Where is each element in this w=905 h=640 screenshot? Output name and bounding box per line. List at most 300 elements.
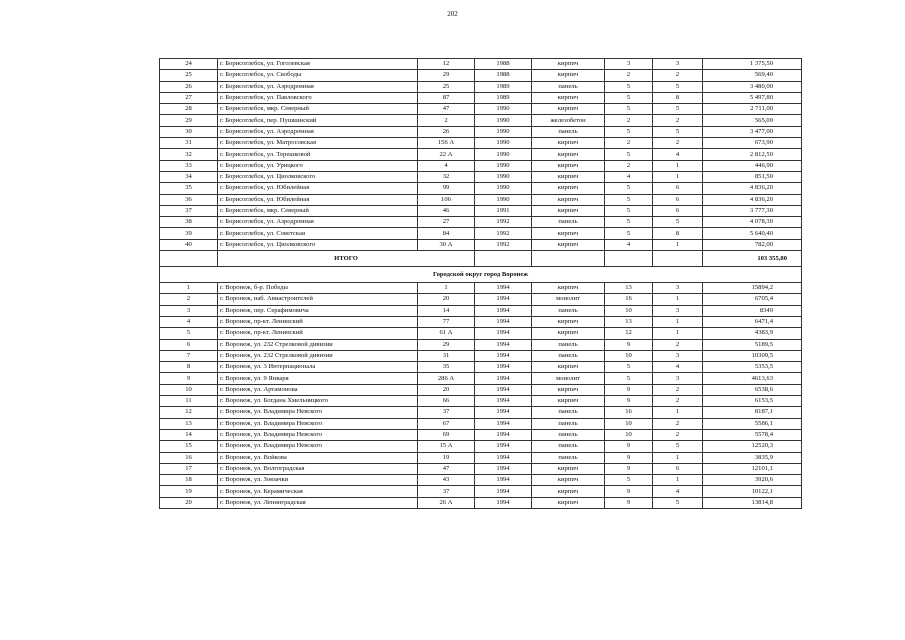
address-cell: г. Борисоглебск, ул. Аэродромная xyxy=(218,217,418,228)
table-row xyxy=(160,59,802,70)
year-built-cell: 1990 xyxy=(475,126,532,137)
area-cell: 782,00 xyxy=(703,239,802,250)
total-blank-cell xyxy=(160,251,218,267)
floors-cell: 5 xyxy=(605,475,653,486)
table-row xyxy=(160,239,802,250)
year-built-cell: 1990 xyxy=(475,183,532,194)
house-number-cell: 26 А xyxy=(418,497,475,508)
table-row xyxy=(160,463,802,474)
area-cell: 3 477,00 xyxy=(703,126,802,137)
section-header-row xyxy=(160,267,802,283)
entrances-cell: 2 xyxy=(653,115,703,126)
wall-material-cell: панель xyxy=(532,441,605,452)
table-row xyxy=(160,149,802,160)
area-cell: 3 777,30 xyxy=(703,205,802,216)
house-number-cell: 29 xyxy=(418,339,475,350)
floors-cell: 9 xyxy=(605,441,653,452)
house-number-cell: 37 xyxy=(418,407,475,418)
floors-cell: 9 xyxy=(605,396,653,407)
wall-material-cell: панель xyxy=(532,217,605,228)
entrances-cell: 4 xyxy=(653,362,703,373)
area-cell: 10309,5 xyxy=(703,350,802,361)
wall-material-cell: кирпич xyxy=(532,228,605,239)
row-number-cell: 30 xyxy=(160,126,218,137)
entrances-cell: 1 xyxy=(653,407,703,418)
house-number-cell: 1 xyxy=(418,283,475,294)
floors-cell: 5 xyxy=(605,92,653,103)
address-cell: г. Борисоглебск, ул. Циолковского xyxy=(218,171,418,182)
wall-material-cell: кирпич xyxy=(532,328,605,339)
floors-cell: 5 xyxy=(605,149,653,160)
floors-cell: 9 xyxy=(605,339,653,350)
year-built-cell: 1994 xyxy=(475,373,532,384)
year-built-cell: 1994 xyxy=(475,339,532,350)
table-row xyxy=(160,70,802,81)
total-empty-cell xyxy=(605,251,653,267)
address-cell: г. Борисоглебск, ул. Свободы xyxy=(218,70,418,81)
year-built-cell: 1990 xyxy=(475,115,532,126)
entrances-cell: 6 xyxy=(653,183,703,194)
entrances-cell: 1 xyxy=(653,239,703,250)
year-built-cell: 1994 xyxy=(475,418,532,429)
wall-material-cell: кирпич xyxy=(532,149,605,160)
table-row xyxy=(160,373,802,384)
table-row xyxy=(160,452,802,463)
wall-material-cell: кирпич xyxy=(532,194,605,205)
row-number-cell: 13 xyxy=(160,418,218,429)
floors-cell: 16 xyxy=(605,407,653,418)
entrances-cell: 3 xyxy=(653,283,703,294)
entrances-cell: 1 xyxy=(653,160,703,171)
entrances-cell: 8 xyxy=(653,228,703,239)
floors-cell: 12 xyxy=(605,328,653,339)
wall-material-cell: панель xyxy=(532,418,605,429)
area-cell: 5189,5 xyxy=(703,339,802,350)
area-cell: 851,50 xyxy=(703,171,802,182)
total-label: ИТОГО xyxy=(218,251,475,267)
area-cell: 4 078,30 xyxy=(703,217,802,228)
year-built-cell: 1994 xyxy=(475,283,532,294)
row-number-cell: 1 xyxy=(160,283,218,294)
row-number-cell: 20 xyxy=(160,497,218,508)
section-title: Городской округ город Воронеж xyxy=(160,267,802,283)
house-number-cell: 27 xyxy=(418,217,475,228)
address-cell: г. Борисоглебск, мкр. Северный xyxy=(218,205,418,216)
year-built-cell: 1994 xyxy=(475,305,532,316)
floors-cell: 5 xyxy=(605,373,653,384)
floors-cell: 5 xyxy=(605,217,653,228)
row-number-cell: 32 xyxy=(160,149,218,160)
floors-cell: 9 xyxy=(605,463,653,474)
table-row xyxy=(160,429,802,440)
entrances-cell: 6 xyxy=(653,194,703,205)
wall-material-cell: железобетон xyxy=(532,115,605,126)
row-number-cell: 12 xyxy=(160,407,218,418)
floors-cell: 5 xyxy=(605,228,653,239)
year-built-cell: 1994 xyxy=(475,294,532,305)
house-number-cell: 66 xyxy=(418,396,475,407)
year-built-cell: 1989 xyxy=(475,81,532,92)
year-built-cell: 1990 xyxy=(475,104,532,115)
entrances-cell: 5 xyxy=(653,217,703,228)
table-row xyxy=(160,294,802,305)
address-cell: г. Воронеж, пер. Серафимовича xyxy=(218,305,418,316)
floors-cell: 5 xyxy=(605,362,653,373)
table-row xyxy=(160,441,802,452)
house-number-cell: 12 xyxy=(418,59,475,70)
entrances-cell: 3 xyxy=(653,350,703,361)
row-number-cell: 5 xyxy=(160,328,218,339)
table-row xyxy=(160,362,802,373)
row-number-cell: 19 xyxy=(160,486,218,497)
year-built-cell: 1988 xyxy=(475,59,532,70)
area-cell: 6705,4 xyxy=(703,294,802,305)
row-number-cell: 14 xyxy=(160,429,218,440)
entrances-cell: 8 xyxy=(653,92,703,103)
row-number-cell: 37 xyxy=(160,205,218,216)
house-number-cell: 32 xyxy=(418,171,475,182)
wall-material-cell: кирпич xyxy=(532,70,605,81)
table-row xyxy=(160,497,802,508)
house-number-cell: 15 А xyxy=(418,441,475,452)
house-number-cell: 4 xyxy=(418,160,475,171)
wall-material-cell: кирпич xyxy=(532,171,605,182)
address-cell: г. Борисоглебск, ул. Урицкого xyxy=(218,160,418,171)
house-number-cell: 46 xyxy=(418,205,475,216)
house-number-cell: 35 xyxy=(418,362,475,373)
table-row xyxy=(160,407,802,418)
row-number-cell: 4 xyxy=(160,316,218,327)
address-cell: г. Борисоглебск, ул. Циолковского xyxy=(218,239,418,250)
wall-material-cell: кирпич xyxy=(532,205,605,216)
table-row xyxy=(160,81,802,92)
area-cell: 5353,5 xyxy=(703,362,802,373)
entrances-cell: 5 xyxy=(653,104,703,115)
entrances-cell: 3 xyxy=(653,373,703,384)
year-built-cell: 1994 xyxy=(475,362,532,373)
total-section xyxy=(160,251,802,283)
floors-cell: 5 xyxy=(605,183,653,194)
wall-material-cell: кирпич xyxy=(532,396,605,407)
address-cell: г. Воронеж, ул. 9 Января xyxy=(218,373,418,384)
year-built-cell: 1990 xyxy=(475,171,532,182)
area-cell: 5 497,80 xyxy=(703,92,802,103)
housing-register-table xyxy=(159,58,802,509)
floors-cell: 3 xyxy=(605,59,653,70)
area-cell: 2 812,50 xyxy=(703,149,802,160)
floors-cell: 9 xyxy=(605,452,653,463)
area-cell: 4 836,20 xyxy=(703,183,802,194)
wall-material-cell: панель xyxy=(532,305,605,316)
house-number-cell: 20 xyxy=(418,294,475,305)
entrances-cell: 4 xyxy=(653,149,703,160)
area-cell: 15894,2 xyxy=(703,283,802,294)
address-cell: г. Воронеж, ул. Керамическая xyxy=(218,486,418,497)
row-number-cell: 16 xyxy=(160,452,218,463)
address-cell: г. Воронеж, ул. Волгоградская xyxy=(218,463,418,474)
house-number-cell: 29 xyxy=(418,70,475,81)
floors-cell: 2 xyxy=(605,160,653,171)
house-number-cell: 87 xyxy=(418,92,475,103)
floors-cell: 5 xyxy=(605,194,653,205)
house-number-cell: 77 xyxy=(418,316,475,327)
entrances-cell: 2 xyxy=(653,70,703,81)
row-number-cell: 40 xyxy=(160,239,218,250)
house-number-cell: 69 xyxy=(418,429,475,440)
wall-material-cell: монолит xyxy=(532,294,605,305)
entrances-cell: 2 xyxy=(653,429,703,440)
row-number-cell: 11 xyxy=(160,396,218,407)
address-cell: г. Воронеж, ул. Зоязачки xyxy=(218,475,418,486)
row-number-cell: 15 xyxy=(160,441,218,452)
house-number-cell: 26 xyxy=(418,126,475,137)
area-cell: 4613,63 xyxy=(703,373,802,384)
total-empty-cell xyxy=(532,251,605,267)
table-row xyxy=(160,316,802,327)
entrances-cell: 2 xyxy=(653,339,703,350)
row-number-cell: 29 xyxy=(160,115,218,126)
area-cell: 2 711,00 xyxy=(703,104,802,115)
year-built-cell: 1994 xyxy=(475,463,532,474)
entrances-cell: 3 xyxy=(653,305,703,316)
wall-material-cell: монолит xyxy=(532,373,605,384)
address-cell: г. Воронеж, ул. Владимира Невского xyxy=(218,429,418,440)
floors-cell: 2 xyxy=(605,138,653,149)
year-built-cell: 1994 xyxy=(475,350,532,361)
house-number-cell: 31 xyxy=(418,350,475,361)
house-number-cell: 156 А xyxy=(418,138,475,149)
wall-material-cell: кирпич xyxy=(532,160,605,171)
floors-cell: 13 xyxy=(605,316,653,327)
entrances-cell: 1 xyxy=(653,171,703,182)
year-built-cell: 1992 xyxy=(475,228,532,239)
table-row xyxy=(160,217,802,228)
entrances-cell: 4 xyxy=(653,486,703,497)
area-cell: 569,40 xyxy=(703,70,802,81)
wall-material-cell: панель xyxy=(532,452,605,463)
year-built-cell: 1994 xyxy=(475,384,532,395)
row-number-cell: 24 xyxy=(160,59,218,70)
area-cell: 4 836,20 xyxy=(703,194,802,205)
entrances-cell: 1 xyxy=(653,328,703,339)
row-number-cell: 36 xyxy=(160,194,218,205)
year-built-cell: 1990 xyxy=(475,194,532,205)
floors-cell: 9 xyxy=(605,497,653,508)
total-row xyxy=(160,251,802,267)
year-built-cell: 1990 xyxy=(475,160,532,171)
wall-material-cell: кирпич xyxy=(532,183,605,194)
address-cell: г. Воронеж, ул. Артамонова xyxy=(218,384,418,395)
entrances-cell: 6 xyxy=(653,205,703,216)
address-cell: г. Воронеж, ул. 3 Интернационала xyxy=(218,362,418,373)
house-number-cell: 47 xyxy=(418,104,475,115)
floors-cell: 9 xyxy=(605,384,653,395)
voronezh-rows xyxy=(160,283,802,509)
area-cell: 6153,5 xyxy=(703,396,802,407)
table-row xyxy=(160,475,802,486)
entrances-cell: 2 xyxy=(653,396,703,407)
row-number-cell: 9 xyxy=(160,373,218,384)
entrances-cell: 5 xyxy=(653,126,703,137)
year-built-cell: 1994 xyxy=(475,396,532,407)
total-empty-cell xyxy=(475,251,532,267)
house-number-cell: 30 А xyxy=(418,239,475,250)
floors-cell: 5 xyxy=(605,81,653,92)
wall-material-cell: кирпич xyxy=(532,362,605,373)
year-built-cell: 1994 xyxy=(475,486,532,497)
area-cell: 673,90 xyxy=(703,138,802,149)
table-row xyxy=(160,138,802,149)
floors-cell: 2 xyxy=(605,70,653,81)
table-row xyxy=(160,418,802,429)
year-built-cell: 1994 xyxy=(475,441,532,452)
area-cell: 8187,1 xyxy=(703,407,802,418)
address-cell: г. Воронеж, ул. Владимира Невского xyxy=(218,418,418,429)
page-number: 202 xyxy=(447,10,458,18)
row-number-cell: 10 xyxy=(160,384,218,395)
address-cell: г. Воронеж, ул. Войкова xyxy=(218,452,418,463)
house-number-cell: 106 xyxy=(418,194,475,205)
house-number-cell: 84 xyxy=(418,228,475,239)
table-row xyxy=(160,396,802,407)
table-row xyxy=(160,350,802,361)
table-row xyxy=(160,160,802,171)
entrances-cell: 2 xyxy=(653,418,703,429)
area-cell: 10122,1 xyxy=(703,486,802,497)
year-built-cell: 1994 xyxy=(475,328,532,339)
wall-material-cell: кирпич xyxy=(532,384,605,395)
entrances-cell: 5 xyxy=(653,497,703,508)
entrances-cell: 1 xyxy=(653,475,703,486)
table-row xyxy=(160,228,802,239)
row-number-cell: 3 xyxy=(160,305,218,316)
area-cell: 12520,3 xyxy=(703,441,802,452)
table-row xyxy=(160,384,802,395)
year-built-cell: 1994 xyxy=(475,497,532,508)
floors-cell: 9 xyxy=(605,486,653,497)
table-row xyxy=(160,171,802,182)
address-cell: г. Воронеж, наб. Авиастроителей xyxy=(218,294,418,305)
table-row xyxy=(160,205,802,216)
house-number-cell: 20 xyxy=(418,384,475,395)
address-cell: г. Воронеж, ул. Владимира Невского xyxy=(218,407,418,418)
borisoglebsk-rows xyxy=(160,59,802,251)
year-built-cell: 1994 xyxy=(475,475,532,486)
house-number-cell: 61 А xyxy=(418,328,475,339)
floors-cell: 16 xyxy=(605,294,653,305)
area-cell: 5 640,40 xyxy=(703,228,802,239)
wall-material-cell: кирпич xyxy=(532,138,605,149)
year-built-cell: 1994 xyxy=(475,452,532,463)
year-built-cell: 1988 xyxy=(475,70,532,81)
entrances-cell: 6 xyxy=(653,463,703,474)
address-cell: г. Воронеж, ул. Ленинградская xyxy=(218,497,418,508)
floors-cell: 13 xyxy=(605,283,653,294)
table-row xyxy=(160,328,802,339)
area-cell: 1 375,50 xyxy=(703,59,802,70)
row-number-cell: 2 xyxy=(160,294,218,305)
year-built-cell: 1992 xyxy=(475,217,532,228)
wall-material-cell: панель xyxy=(532,339,605,350)
house-number-cell: 99 xyxy=(418,183,475,194)
area-cell: 6471,4 xyxy=(703,316,802,327)
address-cell: г. Воронеж, ул. Богдана Хмельницкого xyxy=(218,396,418,407)
row-number-cell: 26 xyxy=(160,81,218,92)
year-built-cell: 1991 xyxy=(475,205,532,216)
floors-cell: 4 xyxy=(605,171,653,182)
wall-material-cell: панель xyxy=(532,126,605,137)
entrances-cell: 2 xyxy=(653,138,703,149)
wall-material-cell: кирпич xyxy=(532,475,605,486)
wall-material-cell: кирпич xyxy=(532,104,605,115)
wall-material-cell: кирпич xyxy=(532,92,605,103)
floors-cell: 2 xyxy=(605,115,653,126)
table-row xyxy=(160,104,802,115)
year-built-cell: 1990 xyxy=(475,138,532,149)
address-cell: г. Воронеж, пр-кт. Ленинский xyxy=(218,316,418,327)
row-number-cell: 6 xyxy=(160,339,218,350)
table-row xyxy=(160,486,802,497)
year-built-cell: 1994 xyxy=(475,316,532,327)
entrances-cell: 1 xyxy=(653,316,703,327)
wall-material-cell: кирпич xyxy=(532,497,605,508)
row-number-cell: 27 xyxy=(160,92,218,103)
house-number-cell: 14 xyxy=(418,305,475,316)
row-number-cell: 28 xyxy=(160,104,218,115)
area-cell: 446,90 xyxy=(703,160,802,171)
total-empty-cell xyxy=(653,251,703,267)
entrances-cell: 2 xyxy=(653,384,703,395)
entrances-cell: 1 xyxy=(653,452,703,463)
wall-material-cell: кирпич xyxy=(532,239,605,250)
house-number-cell: 67 xyxy=(418,418,475,429)
wall-material-cell: кирпич xyxy=(532,59,605,70)
floors-cell: 5 xyxy=(605,205,653,216)
year-built-cell: 1990 xyxy=(475,149,532,160)
row-number-cell: 18 xyxy=(160,475,218,486)
area-cell: 4383,9 xyxy=(703,328,802,339)
row-number-cell: 7 xyxy=(160,350,218,361)
area-cell: 5586,1 xyxy=(703,418,802,429)
house-number-cell: 43 xyxy=(418,475,475,486)
area-cell: 3920,6 xyxy=(703,475,802,486)
address-cell: г. Борисоглебск, ул. Аэродромная xyxy=(218,81,418,92)
row-number-cell: 35 xyxy=(160,183,218,194)
address-cell: г. Воронеж, ул. 232 Стрелковой дивизии xyxy=(218,350,418,361)
area-cell: 8349 xyxy=(703,305,802,316)
table-row xyxy=(160,183,802,194)
address-cell: г. Борисоглебск, ул. Терешковой xyxy=(218,149,418,160)
wall-material-cell: панель xyxy=(532,407,605,418)
row-number-cell: 34 xyxy=(160,171,218,182)
table-row xyxy=(160,194,802,205)
address-cell: г. Борисоглебск, ул. Матросовская xyxy=(218,138,418,149)
house-number-cell: 37 xyxy=(418,486,475,497)
address-cell: г. Воронеж, ул. 232 Стрелковой дивизии xyxy=(218,339,418,350)
address-cell: г. Борисоглебск, ул. Юбилейная xyxy=(218,194,418,205)
house-number-cell: 286 А xyxy=(418,373,475,384)
floors-cell: 5 xyxy=(605,104,653,115)
row-number-cell: 38 xyxy=(160,217,218,228)
floors-cell: 10 xyxy=(605,429,653,440)
floors-cell: 5 xyxy=(605,126,653,137)
row-number-cell: 8 xyxy=(160,362,218,373)
wall-material-cell: кирпич xyxy=(532,316,605,327)
year-built-cell: 1992 xyxy=(475,239,532,250)
row-number-cell: 31 xyxy=(160,138,218,149)
address-cell: г. Борисоглебск, ул. Гоголевская xyxy=(218,59,418,70)
floors-cell: 10 xyxy=(605,418,653,429)
